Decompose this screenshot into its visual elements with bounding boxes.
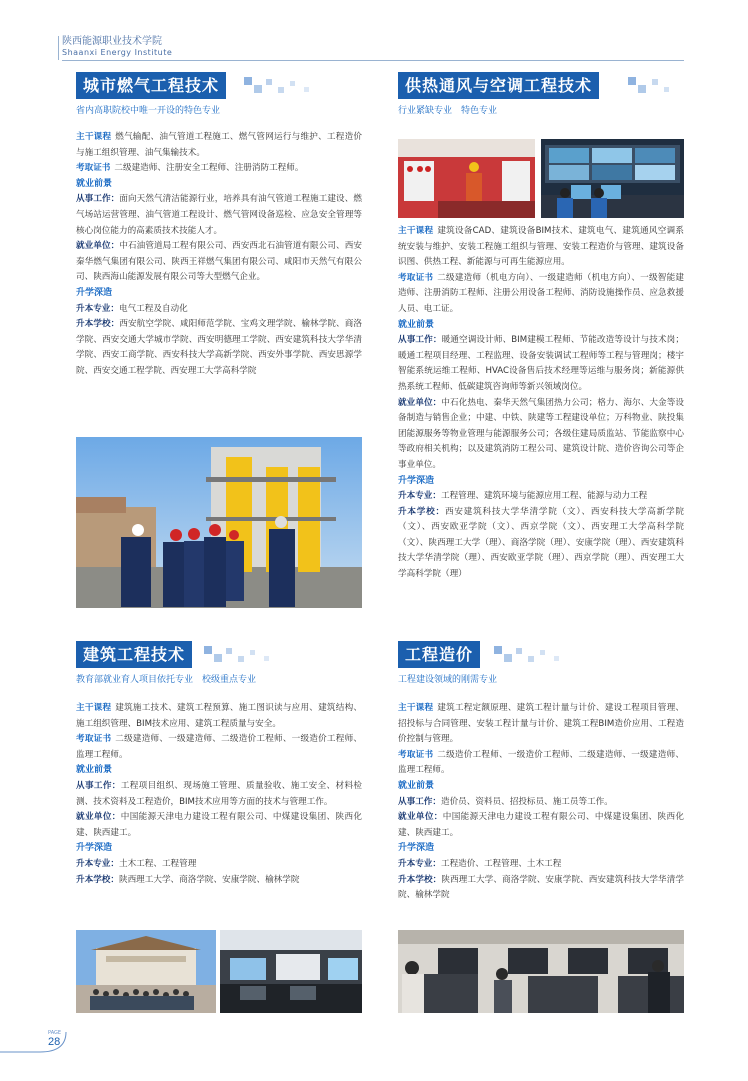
section-title: 城市燃气工程技术 — [76, 72, 226, 99]
section-body — [398, 224, 684, 583]
college-name-en: Shaanxi Energy Institute — [62, 48, 173, 57]
heading-career: 就业前景 — [76, 178, 113, 189]
job-text: 工程项目组织、现场施工管理、质量验收、施工安全、材料检测、技术资料及工程造价，BIM技术应用等方面的技术与管理工作。 — [76, 780, 362, 807]
section-title: 建筑工程技术 — [76, 641, 192, 668]
heading-further: 升学深造 — [398, 843, 435, 854]
job-text: 面向天然气清洁能源行业，培养具有油气管道工程施工建设、燃气场站运营管理、油气管道工程设计、燃气管网设备巡检、应急安全管理等核心岗位能力的高素质技术技能人才。 — [76, 194, 362, 236]
label-school: 升本学校： — [76, 319, 120, 330]
control-room-photo — [541, 139, 684, 218]
label-job: 从事工作： — [76, 780, 121, 791]
label-certificates: 考取证书 — [76, 163, 111, 174]
major-text: 工程造价、工程管理、土木工程 — [440, 858, 562, 869]
section-title: 工程造价 — [398, 641, 480, 668]
page-number-tab — [0, 1028, 70, 1054]
section-hvac-body — [398, 224, 684, 583]
label-courses: 主干课程 — [398, 703, 434, 713]
employer-text: 中国能源天津电力建设工程有限公司、中煤建设集团、陕西化建、陕西建工。 — [76, 812, 362, 838]
heading-further: 升学深造 — [76, 843, 113, 854]
section-body — [76, 701, 362, 888]
lab-photo-left — [398, 139, 535, 218]
label-employer: 就业单位： — [398, 397, 442, 408]
label-major: 升本专业： — [76, 303, 119, 314]
label-major: 升本专业： — [398, 491, 441, 502]
certificates-text: 二级建造师（机电方向）、一级建造师（机电方向）、一级智能建造师、注册消防工程师、注册公用设备工程师、消防设施操作员、应急救援人员、电工证。 — [398, 272, 684, 314]
courses-text: 建筑设备CAD、建筑设备BIM技术、建筑电气、建筑通风空调系统安装与维护、安装工程施工组织与管理、安装工程造价与管理、建筑设备识图、供热工程、新能源与可再生能源应用。 — [398, 226, 684, 268]
section-construction — [76, 641, 362, 888]
employer-text: 中石化热电、秦华天然气集团热力公司；格力、海尔、大金等设备制造与销售企业；中建、中铁、陕建等工程建设单位；万科物业、陕投集团能源服务等物业管理与能源服务公司；各级住建局质监站、节能监察中心等政府相关机构；以及建筑消防工程公司、建筑设计院、造价咨询公司等企事业单位。 — [398, 397, 684, 470]
heading-career: 就业前景 — [76, 765, 113, 776]
page-label: PAGE — [48, 1030, 62, 1036]
section-body — [398, 701, 684, 904]
job-text: 造价员、资料员、招投标员、施工员等工作。 — [440, 796, 613, 807]
employer-text: 中国能源天津电力建设工程有限公司、中煤建设集团、陕西化建、陕西建工。 — [398, 812, 684, 838]
label-school: 升本学校： — [398, 506, 445, 517]
heading-further: 升学深造 — [76, 287, 113, 298]
major-text: 工程管理、建筑环境与能源应用工程、能源与动力工程 — [440, 491, 648, 502]
courses-text: 建筑施工技术、建筑工程预算、施工图识读与应用、建筑结构、施工组织管理、BIM技术应用、建筑工程质量与安全。 — [76, 703, 362, 729]
header-rule — [62, 60, 684, 61]
section-title-bar — [398, 641, 684, 668]
label-certificates: 考取证书 — [398, 272, 434, 283]
title-decoration — [488, 644, 638, 666]
title-decoration — [238, 75, 358, 97]
job-text: 暖通空调设计师、BIM建模工程师、节能改造等设计与技术岗；暖通工程项目经理、工程监理、设备安装调试工程师等工程与管理岗；楼宇智能系统运维工程师、HVAC设备售后技术经理等运维与服务岗；新能源供热系统工程师、低碳建筑咨询师等新兴领域岗位。 — [398, 335, 684, 392]
section-gas — [76, 72, 362, 380]
section-tagline: 教育部就业育人项目依托专业 校级重点专业 — [76, 675, 257, 685]
school-text: 西安建筑科技大学华清学院（文）、西安科技大学高新学院（文）、西安欧亚学院（文）、西京学院（文）、西安理工大学高科学院（文）、陕西理工大学（理）、商洛学院（理）、安康学院（理）、西安建筑科技大学华清学院（理）、西安欧亚学院（理）、西京学院（理）、西安理工大学高科学院（理） — [398, 506, 684, 580]
section-body — [76, 130, 362, 380]
employer-text: 中石油管道局工程有限公司、西安西北石油管道有限公司、西安秦华燃气集团有限公司、陕西王祥燃气集团有限公司、咸阳市天然气有限公司、陕西海山能源发展有限公司等大型燃气企业。 — [76, 241, 362, 283]
label-courses: 主干课程 — [76, 132, 112, 142]
major-text: 电气工程及自动化 — [118, 303, 188, 314]
major-text: 土木工程、工程管理 — [118, 858, 197, 869]
label-school: 升本学校： — [76, 874, 119, 885]
certificates-text: 二级造价工程师、一级造价工程师、二级建造师、一级建造师、监理工程师。 — [398, 749, 684, 776]
label-school: 升本学校： — [398, 874, 442, 885]
school-text: 西安航空学院、咸阳师范学院、宝鸡文理学院、榆林学院、商洛学院、西安交通大学城市学院、西安明德理工学院、西安建筑科技大学华清学院、西安工商学院、西安科技大学高新学院、西安外事学院、西安思源学院、西安交通工程学院、西安理工大学高科学院 — [76, 319, 362, 376]
certificates-text: 二级建造师、一级建造师、二级造价工程师、一级造价工程师、监理工程师。 — [76, 734, 362, 760]
section-cost — [398, 641, 684, 904]
label-job: 从事工作： — [76, 194, 120, 205]
section-tagline: 行业紧缺专业 特色专业 — [398, 106, 498, 116]
label-employer: 就业单位： — [76, 241, 120, 252]
section-tagline: 工程建设领域的刚需专业 — [398, 675, 498, 685]
college-name-cn: 陕西能源职业技术学院 — [62, 36, 162, 47]
header-divider — [58, 36, 59, 60]
title-decoration — [624, 75, 684, 97]
section-title-bar — [398, 72, 684, 99]
heading-career: 就业前景 — [398, 319, 435, 330]
classroom-photo — [398, 930, 684, 1013]
page-header — [62, 36, 684, 58]
label-certificates: 考取证书 — [398, 749, 434, 760]
courses-text: 建筑工程定额原理、建筑工程计量与计价、建设工程项目管理、招投标与合同管理、安装工程计量与计价、建筑工程BIM造价应用、工程造价控制与管理。 — [398, 703, 684, 745]
label-employer: 就业单位： — [76, 812, 121, 823]
title-decoration — [198, 644, 338, 666]
label-major: 升本专业： — [76, 858, 119, 869]
section-hvac — [398, 72, 684, 118]
certificates-text: 二级建造师、注册安全工程师、注册消防工程师。 — [114, 163, 304, 174]
group-photo — [76, 930, 216, 1013]
label-job: 从事工作： — [398, 335, 442, 346]
school-text: 陕西理工大学、商洛学院、安康学院、西安建筑科技大学华清学院、榆林学院 — [398, 874, 684, 901]
label-certificates: 考取证书 — [76, 734, 112, 745]
section-tagline: 省内高职院校中唯一开设的特色专业 — [76, 106, 221, 116]
page-number: 28 — [48, 1036, 61, 1048]
school-text: 陕西理工大学、商洛学院、安康学院、榆林学院 — [118, 874, 300, 885]
heading-career: 就业前景 — [398, 780, 435, 791]
label-job: 从事工作： — [398, 796, 441, 807]
computer-lab-photo — [220, 930, 362, 1013]
heading-further: 升学深造 — [398, 475, 435, 486]
label-major: 升本专业： — [398, 858, 441, 869]
section-title-bar — [76, 641, 362, 668]
section-title: 供热通风与空调工程技术 — [398, 72, 599, 99]
gas-station-photo — [76, 437, 362, 608]
section-title-bar — [76, 72, 362, 99]
label-courses: 主干课程 — [398, 226, 434, 236]
label-courses: 主干课程 — [76, 703, 112, 713]
courses-text: 燃气输配、油气管道工程施工、燃气管网运行与维护、工程造价与施工组织管理、油气集输技术。 — [76, 132, 362, 158]
label-employer: 就业单位： — [398, 812, 443, 823]
